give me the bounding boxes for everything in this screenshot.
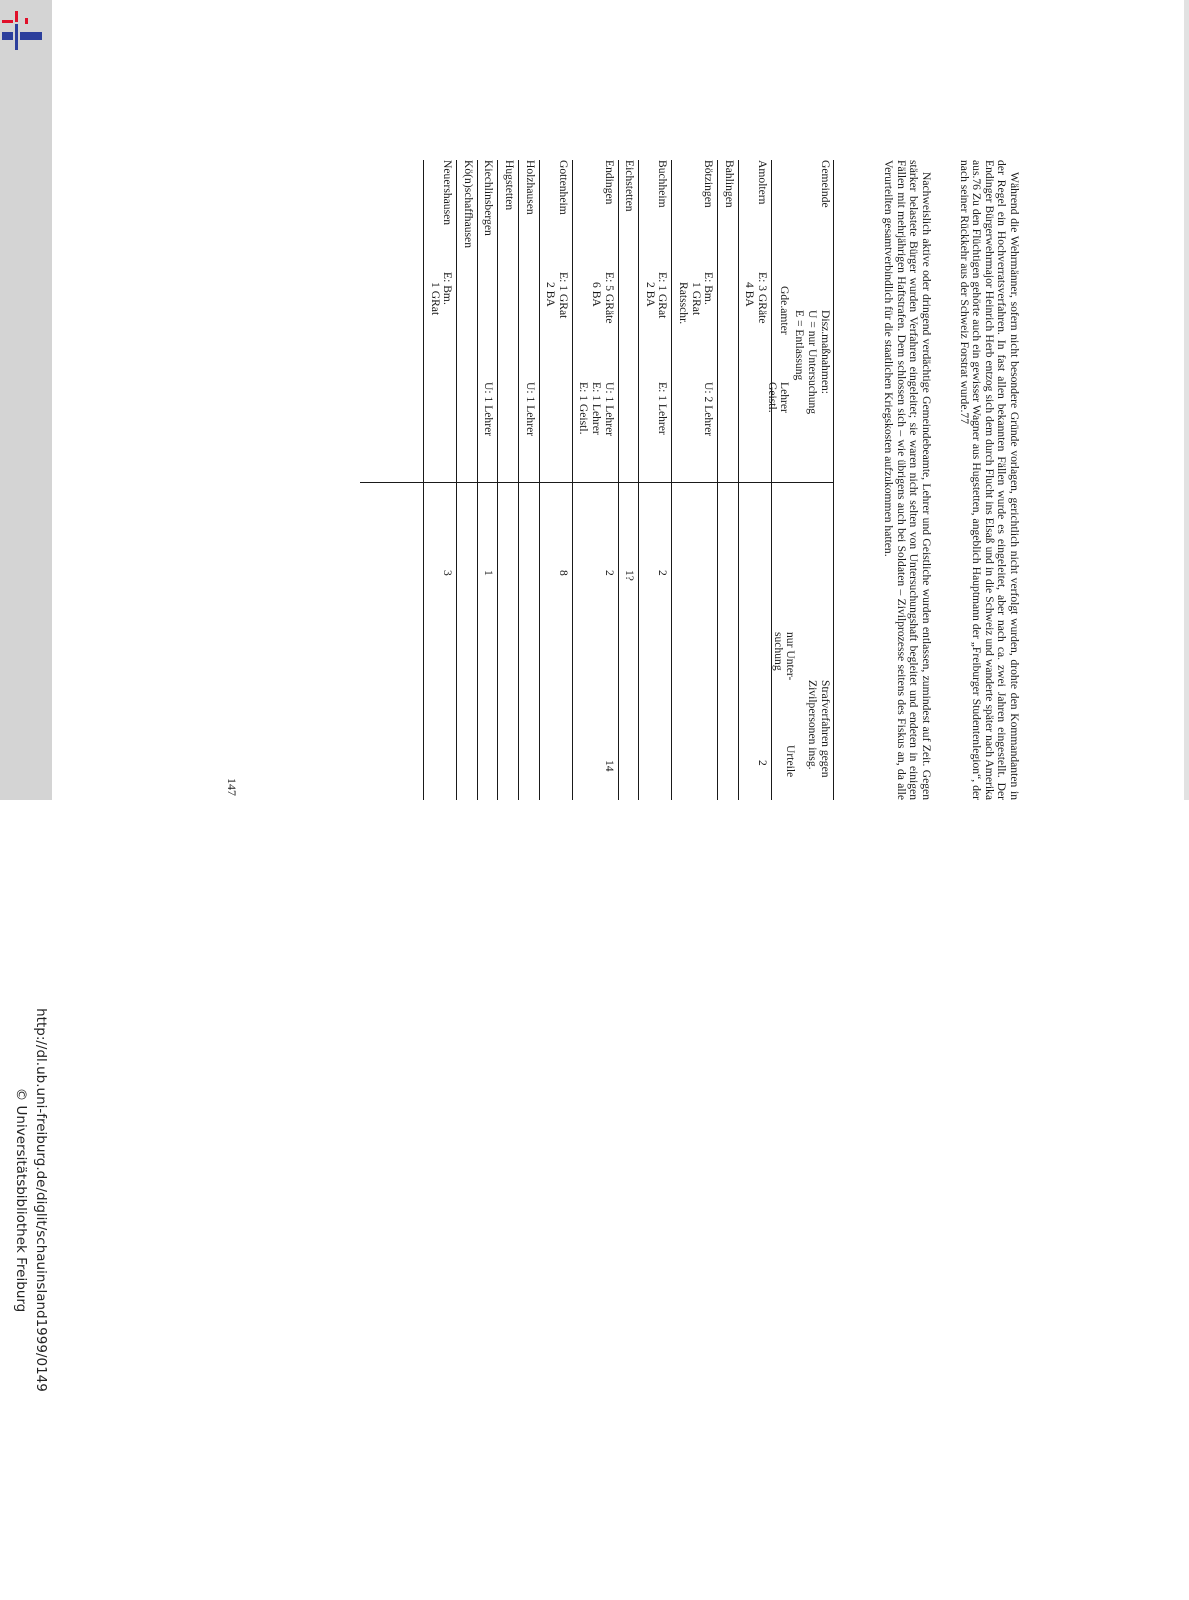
row-gde-measure: E: 5 GRäte <box>602 272 616 324</box>
row-rule <box>638 160 639 800</box>
row-rule <box>423 160 424 800</box>
row-rule <box>497 160 498 800</box>
page-number: 147 <box>225 778 239 796</box>
row-gemeinde: Eichstetten <box>623 160 637 212</box>
row-gde-measure: 1 GRat <box>689 282 703 316</box>
page-edge-shadow <box>1184 0 1189 800</box>
row-rule <box>717 160 718 800</box>
header-disz-u: U = nur Untersuchung <box>806 310 819 415</box>
source-url-link[interactable]: http://dl.ub.uni-freiburg.de/diglit/schauinsland1999/0149 <box>33 1008 49 1392</box>
row-gemeinde: Amoltern <box>756 160 769 205</box>
row-rule <box>572 160 573 800</box>
header-disz-title: Disz.maßnahmen: <box>819 310 832 395</box>
row-gde-measure: E: Bm. <box>441 272 455 305</box>
row-unter-count: 8 <box>556 570 570 576</box>
row-gde-measure: E: 1 GRat <box>556 272 570 319</box>
header-straf-1: Strafverfahren gegen <box>819 680 832 778</box>
row-unter-count: 2 <box>602 570 616 576</box>
row-gemeinde: Holzhausen <box>523 160 537 215</box>
row-unter-count: 1 <box>482 570 496 576</box>
row-gde-measure: E: 3 GRäte <box>756 272 769 324</box>
row-lehrer-measure: U: 2 Lehrer <box>702 382 716 437</box>
row-gemeinde: Bahlingen <box>722 160 736 208</box>
viewer-sidebar <box>0 0 52 1392</box>
header-gemeinde: Gemeinde <box>819 160 832 208</box>
header-nur-unter: nur Unter- <box>784 632 797 681</box>
row-lehrer-measure: U: 1 Lehrer <box>602 382 616 437</box>
header-gdeamter: Gde.amter <box>778 286 791 335</box>
table-top-rule <box>833 160 834 800</box>
row-unter-count: 3 <box>441 570 455 576</box>
row-rule <box>518 160 519 800</box>
row-gemeinde: Kö(n)schaffhausen <box>461 160 475 248</box>
row-gde-measure: E: Bm. <box>702 272 716 305</box>
paragraph-2: Nachweislich aktive oder dringend verdächtige Gemeindebeamte, Lehrer und Geistliche wurden entlassen, zumindest auf Zeit. Gegen stärker belastete Bürger wurden Verfahren eingeleitet; sie waren nicht selten von Untersuchungshaft begleitet und endeten in einigen Fällen mit mehrjährigen Haftstrafen. Dem schlossen sich – wie übrigens auch bei Soldaten – Zivilprozesse seitens des Fiskus an, da alle Verurteilten gesamtverbindlich für die staatlichen Kriegskosten aufzukommen hatten. <box>882 160 933 800</box>
row-lehrer-measure: U: 1 Lehrer <box>523 382 537 437</box>
university-logo-icon[interactable] <box>0 8 48 54</box>
row-gde-measure: 2 BA <box>643 282 657 307</box>
row-lehrer-measure: E: 1 Lehrer <box>656 382 670 435</box>
row-gemeinde: Gottenheim <box>556 160 570 215</box>
row-urteile-count: 14 <box>602 760 616 772</box>
row-rule <box>738 160 739 800</box>
header-urteile: Urteile <box>784 745 797 778</box>
row-unter-count: 2 <box>656 570 670 576</box>
table-header-rule <box>771 160 772 800</box>
row-gde-measure: 1 GRat <box>428 282 442 316</box>
header-lehrer: Lehrer <box>778 382 791 413</box>
row-gemeinde: Buchheim <box>656 160 670 208</box>
row-lehrer-measure: E: 1 Geistl. <box>577 382 591 435</box>
row-gde-measure: E: 1 GRat <box>656 272 670 319</box>
row-lehrer-measure: U: 1 Lehrer <box>482 382 496 437</box>
row-urteile-count: 2 <box>756 760 769 766</box>
row-gemeinde: Kiechlinsbergen <box>482 160 496 236</box>
paragraph-1: Während die Wehrmänner, sofern nicht besondere Gründe vorlagen, gerichtlich nicht verfolgt wurden, drohte den Kommandanten in der Regel ein Hochverratsverfahren. In fast allen bekannten Fällen wurde es eingeleitet, aber nach ca. zwei Jahren eingestellt. Der Endinger Bürgerwehrmajor Heinrich Herb entzog sich dem durch Flucht ins Elsaß und in die Schweiz und wanderte später nach Amerika aus.76 Zu den Flüchtigen gehörte auch ein gewisser Wagner aus Hugstetten, angeblich Hauptmann der „Freiburger Studentenlegion“, der nach seiner Rückkehr aus der Schweiz Forstrat wurde.77 <box>957 160 1021 800</box>
row-rule <box>618 160 619 800</box>
row-gde-measure: 2 BA <box>544 282 558 307</box>
row-unter-count: 1? <box>623 570 637 581</box>
copyright-notice: © Universitätsbibliothek Freiburg <box>13 1087 29 1313</box>
header-suchung: suchung <box>772 632 785 671</box>
row-gde-measure: 6 BA <box>590 282 603 307</box>
row-gde-measure: Ratsschr. <box>677 282 690 325</box>
header-straf-2: Zivilpersonen insg. <box>806 680 819 770</box>
header-disz-e: E = Entlassung <box>793 310 806 381</box>
row-rule <box>539 160 540 800</box>
row-rule <box>477 160 478 800</box>
table-column-divider <box>360 482 834 483</box>
sidebar-caption <box>11 800 51 1600</box>
row-rule <box>671 160 672 800</box>
header-geistl: Geistl. <box>766 382 779 413</box>
row-rule <box>456 160 457 800</box>
row-gemeinde: Neuershausen <box>441 160 455 226</box>
row-gemeinde: Endingen <box>602 160 616 205</box>
row-gemeinde: Hugstetten <box>503 160 516 211</box>
row-lehrer-measure: E: 1 Lehrer <box>590 382 603 435</box>
row-gde-measure: 4 BA <box>743 282 757 307</box>
rotated-scan-page <box>225 160 1021 800</box>
row-gemeinde: Bötzingen <box>702 160 716 208</box>
